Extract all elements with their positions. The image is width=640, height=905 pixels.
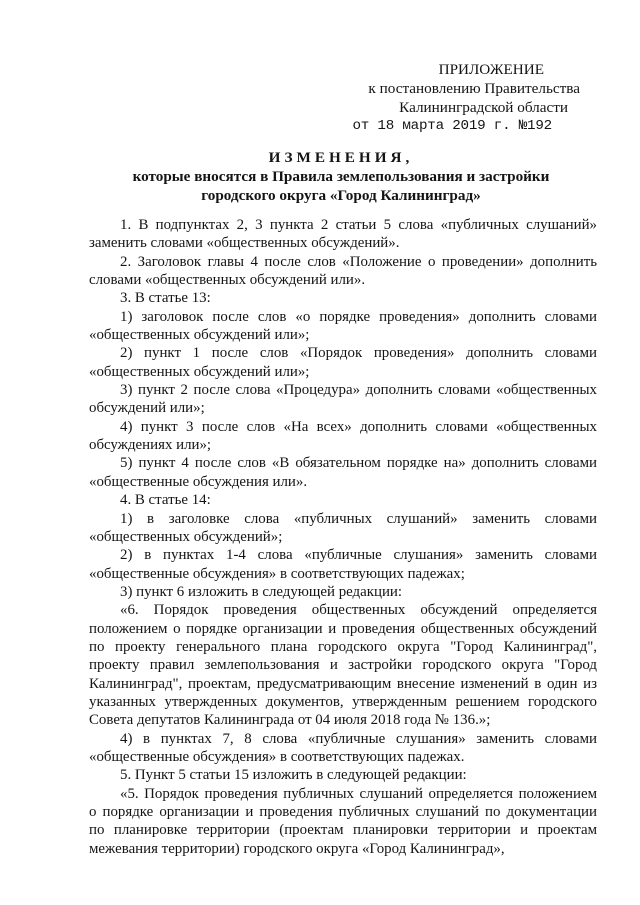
paragraph: 1) заголовок после слов «о порядке проведения» дополнить словами «общественных обсуждений или»; [89, 308, 597, 344]
document-body [89, 216, 597, 858]
paragraph: 3. В статье 13: [120, 290, 211, 307]
paragraph: 3) пункт 2 после слова «Процедура» дополнить словами «общественных обсуждений или»; [89, 382, 597, 417]
title-heading: ИЗМЕНЕНИЯ, [268, 149, 414, 166]
document-title [80, 148, 602, 205]
paragraph: 5. Пункт 5 статьи 15 изложить в следующей редакции: [120, 767, 467, 784]
appendix-resolution: к постановлению Правительства [368, 80, 580, 97]
paragraph: 2. Заголовок главы 4 после слов «Положение о проведении» дополнить словами «общественных обсуждений или». [89, 253, 597, 289]
appendix-date-number: от 18 марта 2019 г. №192 [352, 118, 552, 134]
paragraph: 1. В подпунктах 2, 3 пункта 2 статьи 5 слова «публичных слушаний» заменить словами «общественных обсуждений». [89, 217, 597, 252]
appendix-region: Калининградской области [399, 99, 568, 116]
paragraph: 2) пункт 1 после слов «Порядок проведения» дополнить словами «общественных обсуждений или»; [89, 345, 597, 380]
appendix-label: ПРИЛОЖЕНИЕ [438, 61, 544, 78]
paragraph: «5. Порядок проведения публичных слушаний определяется положением о порядке организации и проведения публичных слушаний по документации по планировке территории (проектам планировки территории и проектам межевания территории) городского округа «Город Калининград», [89, 785, 597, 857]
paragraph: 1) в заголовке слова «публичных слушаний» заменить словами «общественных обсуждений»; [89, 510, 597, 545]
paragraph: 4. В статье 14: [120, 492, 211, 509]
paragraph: 5) пункт 4 после слов «В обязательном порядке на» дополнить словами «общественные обсуждения или». [89, 455, 597, 490]
paragraph: 2) в пунктах 1-4 слова «публичные слушания» заменить словами «общественные обсуждения» в соответствующих падежах; [89, 547, 597, 582]
paragraph: 4) пункт 3 после слов «На всех» дополнить словами «общественных обсуждениях или»; [89, 418, 597, 454]
title-line-1: которые вносятся в Правила землепользования и застройки [132, 168, 550, 185]
paragraph: 3) пункт 6 изложить в следующей редакции: [120, 583, 403, 600]
title-line-2: городского округа «Город Калининград» [201, 187, 481, 204]
paragraph: «6. Порядок проведения общественных обсуждений определяется положением о порядке организации и проведения общественных обсуждений по проекту генерального плана городского округа "Город Калининград", проекту правил землепользования и застройки городского округа "Город Калининград", проектам, предусматривающим внесение изменений в один из указанных утвержденных документов, утвержденным решением городского Совета депутатов Калининграда от 04 июля 2018 года № 136.»; [89, 602, 597, 729]
appendix-block [330, 60, 590, 136]
paragraph: 4) в пунктах 7, 8 слова «публичные слушания» заменить словами «общественные обсуждения» в соответствующих падежах. [89, 730, 597, 765]
